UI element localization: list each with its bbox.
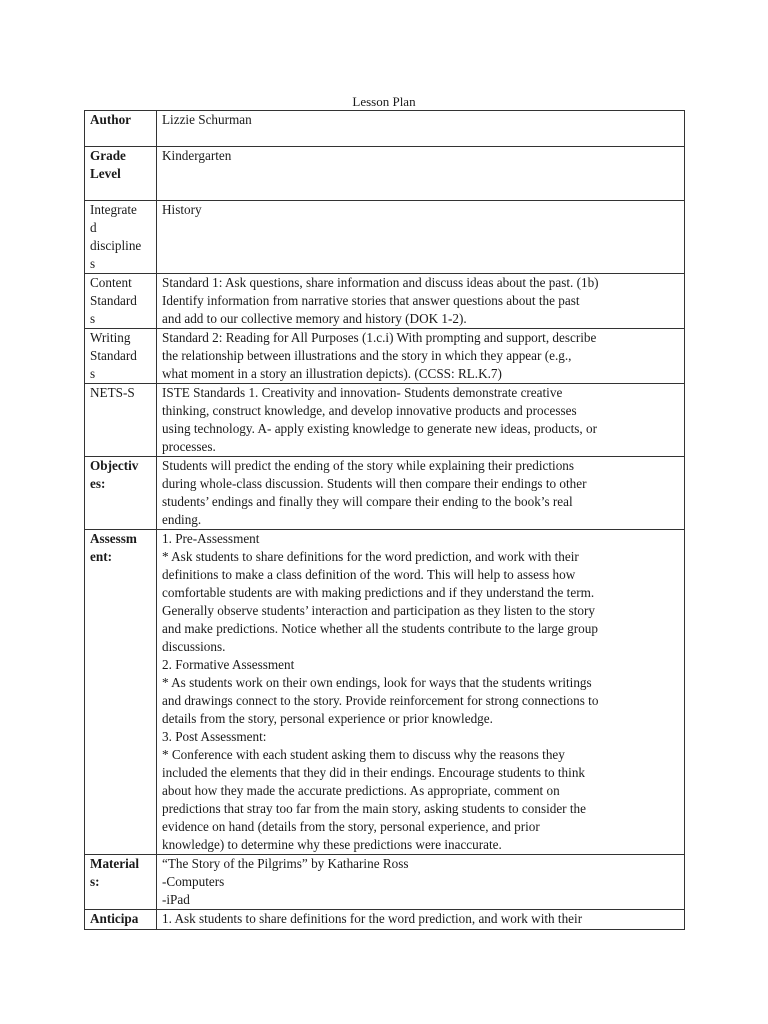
label-line: Standard bbox=[90, 348, 137, 363]
content-line: * Conference with each student asking them to discuss why the reasons they bbox=[162, 747, 565, 762]
content-line: comfortable students are with making predictions and if they understand the term. bbox=[162, 585, 595, 600]
label-line: Author bbox=[90, 112, 132, 127]
content-line: 1. Ask students to share definitions for the word prediction, and work with their bbox=[162, 911, 583, 926]
table-row-integrated-disciplines bbox=[85, 201, 685, 274]
label-line: Anticipa bbox=[90, 911, 139, 926]
content-line: the relationship between illustrations and the story in which they appear (e.g., bbox=[162, 348, 572, 363]
table-row-materials bbox=[85, 855, 685, 910]
label-line: d bbox=[90, 220, 97, 235]
content-line: using technology. A- apply existing knowledge to generate new ideas, products, or bbox=[162, 421, 597, 436]
content-line: Lizzie Schurman bbox=[162, 112, 252, 127]
writing-standards-content bbox=[157, 329, 685, 384]
integrated-disciplines-content bbox=[157, 201, 685, 274]
content-line: during whole-class discussion. Students will then compare their endings to other bbox=[162, 476, 587, 491]
materials-content bbox=[157, 855, 685, 910]
assessment-label bbox=[85, 530, 157, 855]
objectives-content bbox=[157, 457, 685, 530]
writing-standards-label bbox=[85, 329, 157, 384]
table-row-content-standards bbox=[85, 274, 685, 329]
author-content bbox=[157, 111, 685, 147]
label-line: Content bbox=[90, 275, 132, 290]
content-line: 3. Post Assessment: bbox=[162, 729, 267, 744]
table-row-writing-standards bbox=[85, 329, 685, 384]
content-line: details from the story, personal experience or prior knowledge. bbox=[162, 711, 493, 726]
content-line: 1. Pre-Assessment bbox=[162, 531, 260, 546]
content-line: students’ endings and finally they will compare their ending to the book’s real bbox=[162, 494, 573, 509]
label-line: s bbox=[90, 311, 96, 326]
objectives-label bbox=[85, 457, 157, 530]
content-line: Generally observe students’ interaction and participation as they listen to the story bbox=[162, 603, 595, 618]
table-row-author bbox=[85, 111, 685, 147]
document-title: Lesson Plan bbox=[352, 94, 416, 109]
content-line: what moment in a story an illustration depicts). (CCSS: RL.K.7) bbox=[162, 366, 502, 381]
table-row-nets-s bbox=[85, 384, 685, 457]
table-row-assessment bbox=[85, 530, 685, 855]
content-line: discussions. bbox=[162, 639, 226, 654]
label-line: Standard bbox=[90, 293, 137, 308]
table-row-objectives bbox=[85, 457, 685, 530]
content-line: * Ask students to share definitions for the word prediction, and work with their bbox=[162, 549, 579, 564]
content-line: about how they made the accurate predictions. As appropriate, comment on bbox=[162, 783, 560, 798]
content-line: and drawings connect to the story. Provide reinforcement for strong connections to bbox=[162, 693, 599, 708]
content-line: -iPad bbox=[162, 892, 190, 907]
content-standards-label bbox=[85, 274, 157, 329]
label-line: Grade bbox=[90, 148, 126, 163]
label-line: s bbox=[90, 366, 96, 381]
content-line: Students will predict the ending of the story while explaining their predictions bbox=[162, 458, 575, 473]
content-line: “The Story of the Pilgrims” by Katharine Ross bbox=[162, 856, 409, 871]
content-line: processes. bbox=[162, 439, 216, 454]
content-standards-content bbox=[157, 274, 685, 329]
content-line: Identify information from narrative stories that answer questions about the past bbox=[162, 293, 580, 308]
nets-s-content bbox=[157, 384, 685, 457]
label-line: s bbox=[90, 256, 96, 271]
content-line: and make predictions. Notice whether all the students contribute to the large group bbox=[162, 621, 598, 636]
label-line: Objectiv bbox=[90, 458, 139, 473]
label-line: NETS-S bbox=[90, 385, 135, 400]
label-line: discipline bbox=[90, 238, 142, 253]
content-line: knowledge) to determine why these predictions were inaccurate. bbox=[162, 837, 502, 852]
content-line: included the elements that they did in their endings. Encourage students to think bbox=[162, 765, 586, 780]
materials-label bbox=[85, 855, 157, 910]
content-line: * As students work on their own endings, look for ways that the students writings bbox=[162, 675, 592, 690]
label-line: s: bbox=[90, 874, 100, 889]
label-line: Material bbox=[90, 856, 140, 871]
label-line: Integrate bbox=[90, 202, 137, 217]
nets-s-label bbox=[85, 384, 157, 457]
anticipatory-set-label bbox=[85, 910, 157, 930]
author-label bbox=[85, 111, 157, 147]
label-line: Level bbox=[90, 166, 121, 181]
content-line: 2. Formative Assessment bbox=[162, 657, 295, 672]
label-line: ent: bbox=[90, 549, 112, 564]
content-line: thinking, construct knowledge, and develop innovative products and processes bbox=[162, 403, 577, 418]
content-line: -Computers bbox=[162, 874, 225, 889]
content-line: ending. bbox=[162, 512, 202, 527]
content-line: ISTE Standards 1. Creativity and innovation- Students demonstrate creative bbox=[162, 385, 563, 400]
content-line: Kindergarten bbox=[162, 148, 232, 163]
label-line: es: bbox=[90, 476, 106, 491]
table-row-anticipatory-set bbox=[85, 910, 685, 930]
content-line: and add to our collective memory and history (DOK 1-2). bbox=[162, 311, 467, 326]
label-line: Assessm bbox=[90, 531, 137, 546]
anticipatory-set-content bbox=[157, 910, 685, 930]
label-line: Writing bbox=[90, 330, 131, 345]
lesson-plan-table-body bbox=[85, 111, 685, 930]
grade-level-content bbox=[157, 147, 685, 201]
integrated-disciplines-label bbox=[85, 201, 157, 274]
lesson-plan-page bbox=[84, 93, 684, 930]
content-line: Standard 1: Ask questions, share information and discuss ideas about the past. (1b) bbox=[162, 275, 599, 290]
content-line: predictions that stray too far from the main story, asking students to consider the bbox=[162, 801, 586, 816]
content-line: evidence on hand (details from the story, personal experience, and prior bbox=[162, 819, 540, 834]
assessment-content bbox=[157, 530, 685, 855]
content-line: definitions to make a class definition of the word. This will help to assess how bbox=[162, 567, 576, 582]
lesson-plan-table bbox=[84, 110, 685, 930]
grade-level-label bbox=[85, 147, 157, 201]
table-row-grade-level bbox=[85, 147, 685, 201]
content-line: Standard 2: Reading for All Purposes (1.c.i) With prompting and support, describe bbox=[162, 330, 597, 345]
content-line: History bbox=[162, 202, 202, 217]
